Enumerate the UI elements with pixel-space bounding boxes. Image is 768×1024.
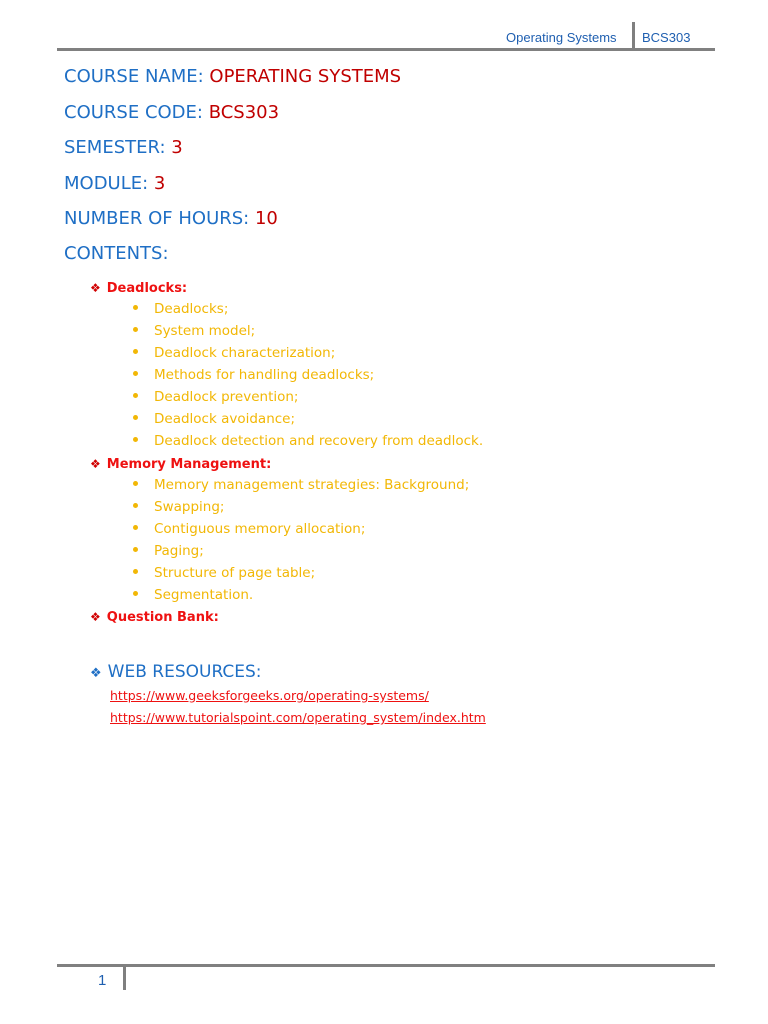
list-item xyxy=(133,322,255,340)
bullet-dot-icon xyxy=(133,327,138,332)
bullet-dot-icon xyxy=(133,437,138,442)
list-item xyxy=(133,366,374,384)
section-memory-management xyxy=(90,455,271,474)
list-item-text: System model; xyxy=(154,323,256,339)
field-label: NUMBER OF HOURS: xyxy=(64,208,255,229)
header-course-code: BCS303 xyxy=(642,30,691,45)
list-item-text: Swapping; xyxy=(154,499,225,515)
module-field xyxy=(64,173,165,195)
header-rule xyxy=(57,48,715,51)
list-item xyxy=(133,432,483,450)
list-item xyxy=(133,564,315,582)
bullet-dot-icon xyxy=(133,349,138,354)
list-item-text: Deadlock detection and recovery from deadlock. xyxy=(154,433,484,449)
field-value: 3 xyxy=(171,137,183,158)
field-value: 10 xyxy=(254,208,278,229)
bullet-dot-icon xyxy=(133,503,138,508)
field-label: CONTENTS: xyxy=(64,243,169,264)
field-label: SEMESTER: xyxy=(64,137,172,158)
list-item xyxy=(133,344,335,362)
web-resource-link[interactable]: https://www.geeksforgeeks.org/operating-systems/ xyxy=(110,688,429,703)
page-number: 1 xyxy=(98,972,107,989)
field-value: OPERATING SYSTEMS xyxy=(209,66,402,87)
list-item xyxy=(133,388,298,406)
section-question-bank xyxy=(90,608,219,627)
footer-rule xyxy=(57,964,715,967)
list-item-text: Methods for handling deadlocks; xyxy=(154,367,375,383)
diamond-bullet-icon: ❖ xyxy=(90,457,101,471)
list-item-text: Segmentation. xyxy=(154,587,254,603)
list-item-text: Deadlock prevention; xyxy=(154,389,299,405)
list-item xyxy=(133,520,365,538)
diamond-bullet-icon: ❖ xyxy=(90,281,101,295)
section-deadlocks xyxy=(90,279,187,298)
list-item-text: Memory management strategies: Background; xyxy=(154,477,470,493)
field-label: COURSE CODE: xyxy=(64,102,209,123)
header-title: Operating Systems xyxy=(506,30,617,45)
bullet-dot-icon xyxy=(133,305,138,310)
footer-separator xyxy=(123,966,126,990)
bullet-dot-icon xyxy=(133,525,138,530)
list-item-text: Deadlocks; xyxy=(154,301,229,317)
bullet-dot-icon xyxy=(133,393,138,398)
contents-heading xyxy=(64,243,169,265)
semester-field xyxy=(64,137,183,159)
diamond-bullet-icon: ❖ xyxy=(90,666,102,681)
list-item-text: Deadlock characterization; xyxy=(154,345,336,361)
bullet-dot-icon xyxy=(133,547,138,552)
list-item-text: Deadlock avoidance; xyxy=(154,411,296,427)
list-item xyxy=(133,542,204,560)
bullet-dot-icon xyxy=(133,415,138,420)
list-item-text: Paging; xyxy=(154,543,204,559)
page-header xyxy=(0,0,768,50)
field-value: 3 xyxy=(153,173,166,194)
list-item xyxy=(133,498,224,516)
section-title: Memory Management: xyxy=(106,457,272,472)
field-value: BCS303 xyxy=(208,102,280,123)
web-resources-title: WEB RESOURCES: xyxy=(107,662,262,682)
field-label: MODULE: xyxy=(64,173,154,194)
list-item xyxy=(133,410,295,428)
web-resource-link[interactable]: https://www.tutorialspoint.com/operating_system/index.htm xyxy=(110,710,486,725)
list-item xyxy=(133,586,253,604)
bullet-dot-icon xyxy=(133,591,138,596)
list-item-text: Contiguous memory allocation; xyxy=(154,521,366,537)
course-code-field xyxy=(64,102,279,124)
web-resources-heading xyxy=(90,661,262,685)
list-item-text: Structure of page table; xyxy=(154,565,316,581)
header-separator xyxy=(632,22,635,48)
course-name-field xyxy=(64,66,401,88)
bullet-dot-icon xyxy=(133,481,138,486)
bullet-dot-icon xyxy=(133,371,138,376)
section-title: Question Bank: xyxy=(106,610,219,625)
list-item xyxy=(133,300,228,318)
diamond-bullet-icon: ❖ xyxy=(90,610,101,624)
section-title: Deadlocks: xyxy=(106,281,188,296)
hours-field xyxy=(64,208,278,230)
list-item xyxy=(133,476,469,494)
bullet-dot-icon xyxy=(133,569,138,574)
field-label: COURSE NAME: xyxy=(64,66,210,87)
